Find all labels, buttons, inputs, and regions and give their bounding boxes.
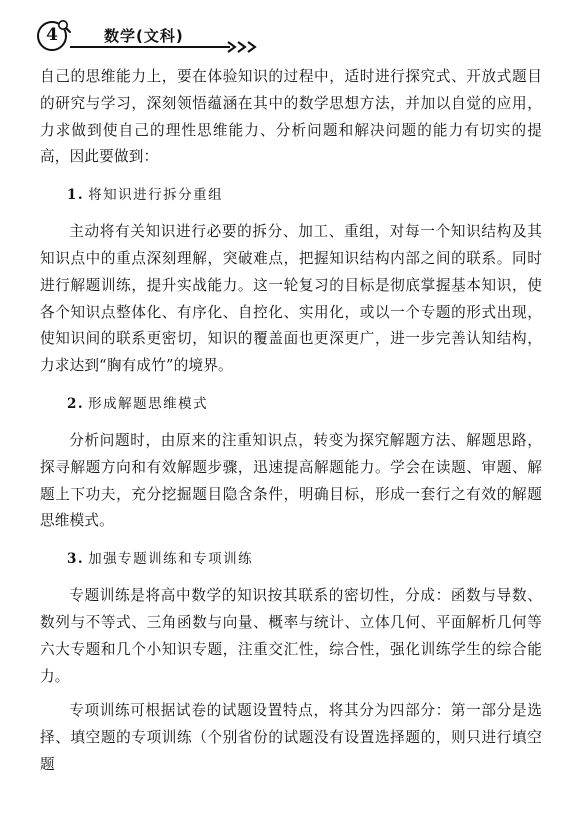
section-heading-1 [40,183,542,207]
section-number: 3. [67,551,85,568]
paragraph-gap [40,690,542,698]
section-heading-2 [40,392,542,416]
body-paragraph: 分析问题时，由原来的注重知识点，转变为探究解题方法、解题思路，探寻解题方向和有效解题步骤，迅速提高解题能力。学会在读题、审题、解题上下功夫，充分挖掘题目隐含条件，明确目标，形成一套行之有效的解题思维模式。 [40,431,542,530]
page-number: 4 [46,25,58,45]
section-number: 1. [67,187,85,204]
triple-chevron-icon [226,40,264,54]
section-heading-text: 将知识进行拆分重组 [88,187,224,204]
page-header [30,14,290,60]
page-body [40,64,542,779]
section-heading-text: 形成解题思维模式 [88,395,209,412]
section-heading-text: 加强专题训练和专项训练 [88,551,254,568]
body-paragraph: 专题训练是将高中数学的知识按其联系的密切性，分成：函数与导数、数列与不等式、三角函数与向量、概率与统计、立体几何、平面解析几何等六大专题和几个小知识专题，注重交汇性，综合性，强化训练学生的综合能力。 [40,587,542,685]
body-paragraph: 专项训练可根据试卷的试题设置特点，将其分为四部分：第一部分是选择、填空题的专项训练（个别省份的试题没有设置选择题的，则只进行填空题 [40,702,542,773]
header-rule [70,46,230,48]
body-paragraph: 主动将有关知识进行必要的拆分、加工、重组，对每一个知识结构及其知识点中的重点深刻理解，突破难点，把握知识结构内部之间的联系。同时进行解题训练，提升实战能力。这一轮复习的目标是彻底掌握基本知识，使各个知识点整体化、有序化、自控化、实用化，或以一个专题的形式出现，使知识间的联系更密切，知识的覆盖面也更深更广，进一步完善认知结构，力求达到“胸有成竹”的境界。 [40,223,542,375]
section-number: 2. [67,395,85,412]
intro-paragraph: 自己的思维能力上，要在体验知识的过程中，适时进行探究式、开放式题目的研究与学习，深刻领悟蕴涵在其中的数学思想方法，并加以自觉的应用，力求做到使自己的理性思维能力、分析问题和解决问题的能力有切实的提高，因此要做到： [40,68,542,166]
section-title: 数学(文科) [104,27,184,45]
section-heading-3 [40,547,542,571]
